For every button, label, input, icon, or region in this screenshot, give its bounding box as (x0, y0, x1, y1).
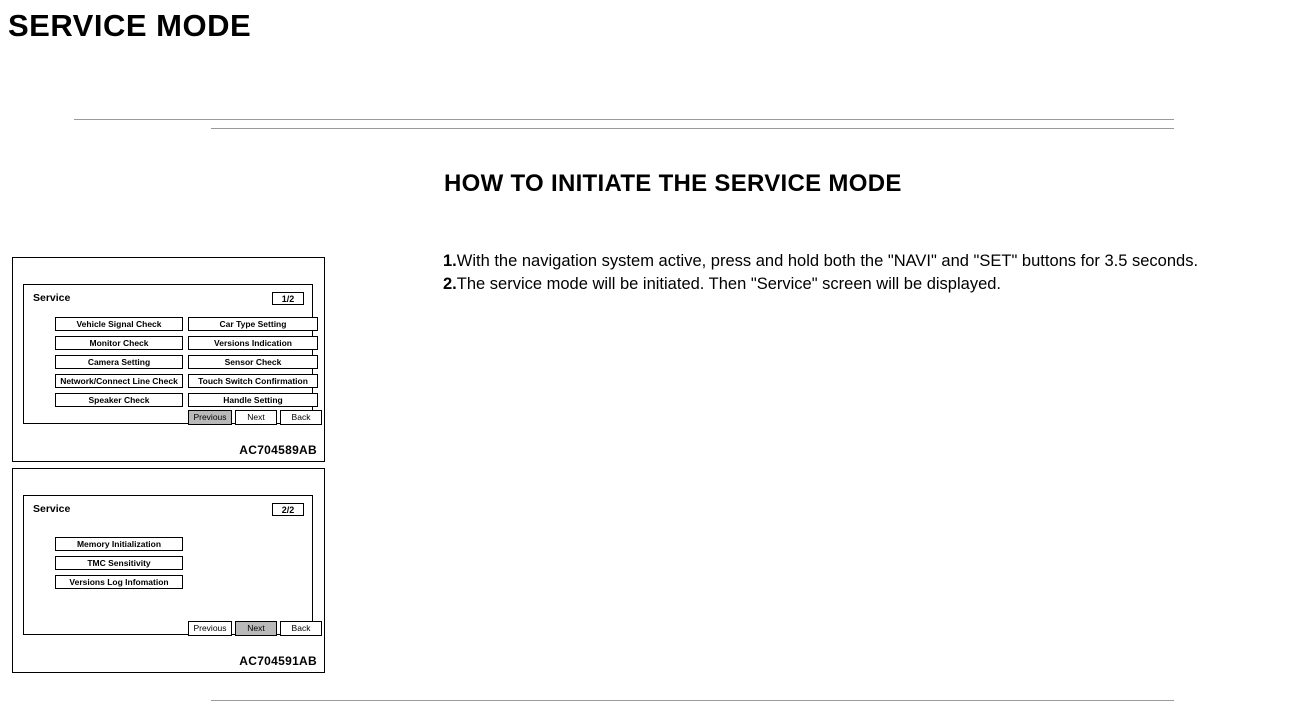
page-indicator: 1/2 (272, 292, 304, 305)
previous-button[interactable]: Previous (188, 621, 232, 636)
instruction-step-1 (443, 250, 1233, 273)
divider-top-left (74, 119, 1174, 120)
next-button[interactable]: Next (235, 621, 277, 636)
service-screen-1 (23, 284, 313, 424)
back-button[interactable]: Back (280, 410, 322, 425)
menu-button-memory-initialization[interactable]: Memory Initialization (55, 537, 183, 551)
previous-button[interactable]: Previous (188, 410, 232, 425)
menu-button-camera-setting[interactable]: Camera Setting (55, 355, 183, 369)
menu-button-sensor-check[interactable]: Sensor Check (188, 355, 318, 369)
section-heading: HOW TO INITIATE THE SERVICE MODE (444, 170, 902, 197)
menu-button-versions-log-information[interactable]: Versions Log Infomation (55, 575, 183, 589)
menu-button-network-connect-line-check[interactable]: Network/Connect Line Check (55, 374, 183, 388)
menu-button-tmc-sensitivity[interactable]: TMC Sensitivity (55, 556, 183, 570)
divider-top-main (211, 128, 1174, 129)
menu-button-monitor-check[interactable]: Monitor Check (55, 336, 183, 350)
menu-button-versions-indication[interactable]: Versions Indication (188, 336, 318, 350)
menu-button-car-type-setting[interactable]: Car Type Setting (188, 317, 318, 331)
service-screen-2 (23, 495, 313, 635)
instruction-step-2 (443, 273, 1233, 296)
instructions-block (443, 250, 1233, 296)
step-number-2: 2. (443, 275, 457, 293)
figure-service-page-2 (12, 468, 325, 673)
menu-button-touch-switch-confirmation[interactable]: Touch Switch Confirmation (188, 374, 318, 388)
figure-service-page-1 (12, 257, 325, 462)
step-text-1: With the navigation system active, press and hold both the "NAVI" and "SET" buttons for 3.5 seconds. (456, 252, 1199, 270)
step-number-1: 1. (443, 252, 457, 270)
divider-bottom (211, 700, 1174, 701)
screen-title: Service (33, 292, 71, 304)
next-button[interactable]: Next (235, 410, 277, 425)
figure-caption: AC704589AB (239, 443, 317, 457)
screen-title: Service (33, 503, 71, 515)
back-button[interactable]: Back (280, 621, 322, 636)
page-indicator: 2/2 (272, 503, 304, 516)
step-text-2: The service mode will be initiated. Then "Service" screen will be displayed. (456, 275, 1002, 293)
figure-caption: AC704591AB (239, 654, 317, 668)
menu-button-vehicle-signal-check[interactable]: Vehicle Signal Check (55, 317, 183, 331)
page-title: SERVICE MODE (8, 8, 252, 43)
menu-button-handle-setting[interactable]: Handle Setting (188, 393, 318, 407)
menu-button-speaker-check[interactable]: Speaker Check (55, 393, 183, 407)
